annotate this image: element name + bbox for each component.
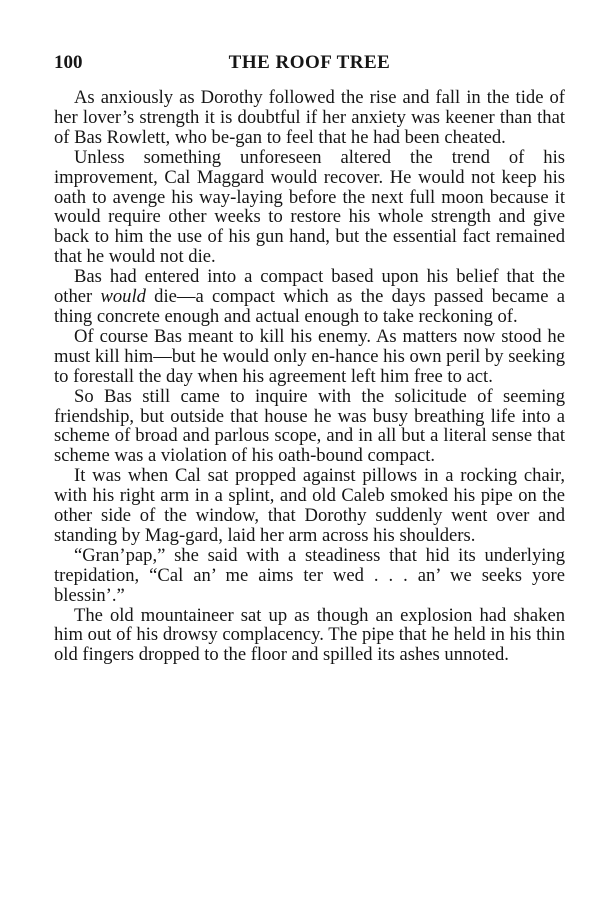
page-number: 100: [54, 52, 83, 73]
paragraph-8: The old mountaineer sat up as though an explosion had shaken him out of his drowsy complacency. The pipe that he held in his thin old fingers dropped to the floor and spilled its ashes unnoted.: [54, 604, 565, 666]
running-head: THE ROOF TREE: [228, 52, 391, 73]
paragraph-3-before: Bas had entered into a compact based upon his belief that the other: [54, 266, 565, 308]
paragraph-5: So Bas still came to inquire with the solicitude of seeming friendship, but outside that house he was busy breathing life into a scheme of broad and parlous scope, and in all but a literal sense that scheme was a violation of his oath-bound compact.: [54, 385, 565, 467]
paragraph-3-after: die—a compact which as the days passed became a thing concrete enough and actual enough to take reckoning of.: [54, 286, 565, 327]
paragraph-6: It was when Cal sat propped against pillows in a rocking chair, with his right arm in a splint, and old Caleb smoked his pipe on the other side of the window, that Dorothy suddenly went over and standing by Mag-gard, laid her arm across his shoulders.: [54, 465, 565, 546]
paragraph-3: [54, 267, 565, 327]
paragraph-7: “Gran’pap,” she said with a steadiness that hid its underlying trepidation, “Cal an’ me aims ter wed . . . an’ we seeks yore blessin’.”: [54, 544, 565, 606]
body-text: [54, 88, 565, 665]
paragraph-4: Of course Bas meant to kill his enemy. As matters now stood he must kill him—but he would only en-hance his own peril by seeking to forestall the day when his agreement left him free to act.: [54, 325, 565, 387]
paragraph-1: As anxiously as Dorothy followed the rise and fall in the tide of her lover’s strength it is doubtful if her anxiety was keener than that of Bas Rowlett, who be-gan to feel that he had been cheated.: [54, 87, 565, 148]
paragraph-2: Unless something unforeseen altered the trend of his improvement, Cal Maggard would recover. He would not keep his oath to avenge his way-laying before the next full moon because it would require other weeks to restore his whole strength and give back to him the use of his gun hand, but the essential fact remained that he would not die.: [54, 146, 565, 268]
emphasized-word: would: [100, 286, 146, 308]
page-header: [54, 50, 565, 76]
